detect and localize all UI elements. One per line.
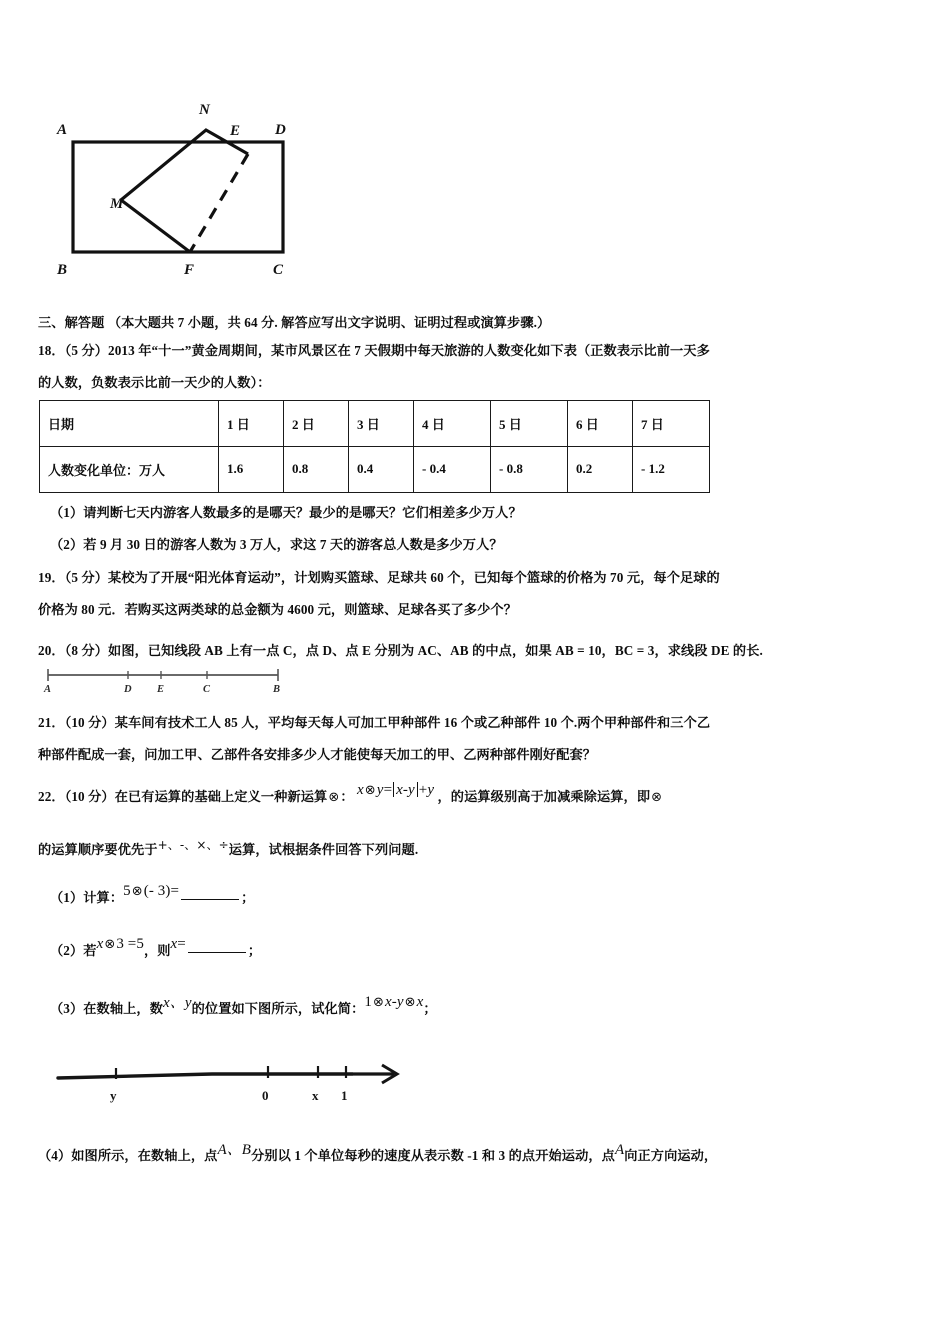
sub1-label: （1）计算： — [50, 890, 124, 905]
otimes-icon-intro: ⊗ — [328, 790, 340, 805]
table-cell-value-6: 0.2 — [568, 447, 633, 493]
table-cell-col-2: 2 日 — [284, 401, 349, 447]
arithmetic-operators: +、-、×、÷ — [157, 838, 229, 852]
sub2-answer-equals: = — [177, 936, 186, 952]
sub3-operand-1: 1 — [364, 994, 372, 1010]
sub1-answer-blank[interactable] — [181, 899, 239, 900]
question-18-sub-1: （1）请判断七天内游客人数最多的是哪天？最少的是哪天？它们相差多少万人？ — [50, 505, 522, 520]
sub3-x-second: x — [416, 994, 424, 1010]
figure-label-n: N — [199, 102, 210, 118]
figure-rectangle-abcd-square-mnef — [38, 82, 338, 287]
formula-abs-y: y — [408, 782, 415, 798]
question-18-line-1: 18．（5 分）2013 年“十一”黄金周期间，某市风景区在 7 天假期中每天旅游的人数变化如下表（正数表示比前一天多 — [38, 343, 710, 358]
table-cell-col-5: 5 日 — [491, 401, 568, 447]
number-line-label-x: x — [312, 1088, 319, 1103]
question-21-line-2: 种部件配成一套，问加工甲、乙部件各安排多少人才能使每天加工的甲、乙两种部件刚好配套？ — [38, 747, 597, 762]
sub4-text-b: 分别以 1 个单位每秒的速度从表示数 -1 和 3 的点开始运动，点 — [251, 1148, 615, 1163]
question-22-sub-2 — [50, 936, 262, 963]
segment-label-d: D — [124, 684, 132, 695]
table-cell-col-6: 6 日 — [568, 401, 633, 447]
figure-label-c: C — [273, 262, 284, 278]
question-22-intro-b: ， — [437, 789, 451, 804]
table-cell-col-7: 7 日 — [633, 401, 710, 447]
table-cell-value-1: 1.6 — [219, 447, 284, 493]
question-22-line2-b: 运算，试根据条件回答下列问题. — [228, 842, 419, 857]
formula-x: x — [357, 782, 364, 798]
question-22-line-1 — [38, 782, 663, 809]
figure-label-f: F — [184, 262, 195, 278]
table-cell-row-value-label: 人数变化单位：万人 — [40, 447, 219, 493]
formula-abs-minus: - — [402, 782, 408, 798]
table-cell-col-4: 4 日 — [414, 401, 491, 447]
sub2-answer-blank[interactable] — [188, 952, 246, 953]
question-22-sub-4 — [38, 1142, 718, 1168]
sub3-label-a: （3）在数轴上，数 — [50, 1001, 163, 1016]
sub1-expression — [123, 883, 179, 898]
table-row-header — [40, 401, 710, 447]
sub1-equals: = — [170, 883, 180, 899]
table-cell-row-header-label: 日期 — [40, 401, 219, 447]
number-line-label-y: y — [110, 1088, 117, 1103]
question-19-line-2: 价格为 80 元．若购买这两类球的总金额为 4600 元，则篮球、足球各买了多少个？ — [38, 602, 517, 617]
question-22-line2-a: 的运算顺序要优先于 — [38, 842, 158, 857]
table-cell-value-3: 0.4 — [349, 447, 414, 493]
question-22-sub-3 — [50, 994, 437, 1021]
figure-segment-ab — [40, 666, 290, 700]
sub2-label: （2）若 — [50, 943, 97, 958]
formula-plus: + — [418, 782, 428, 798]
question-18-line-2: 的人数，负数表示比前一天少的人数）： — [38, 375, 271, 390]
sub3-x-first: x — [384, 994, 392, 1010]
sub2-answer-x: x — [170, 936, 178, 952]
sub2-three-equals-five: 3 =5 — [116, 936, 144, 952]
segment-ab-svg — [40, 666, 290, 700]
tourist-change-table — [39, 400, 710, 493]
sub4-point-a: A — [614, 1142, 625, 1158]
question-22-sub-1 — [50, 883, 255, 910]
number-line-svg — [52, 1052, 412, 1122]
table-cell-col-1: 1 日 — [219, 401, 284, 447]
figure-label-a: A — [57, 122, 68, 138]
table-row-values — [40, 447, 710, 493]
number-line-label-one: 1 — [341, 1088, 348, 1103]
figure-label-e: E — [230, 123, 241, 139]
figure-label-m: M — [110, 196, 124, 212]
question-18-sub-2: （2）若 9 月 30 日的游客人数为 3 万人，求这 7 天的游客总人数是多少万人？ — [50, 537, 503, 552]
number-line-label-zero: 0 — [262, 1088, 269, 1103]
formula-abs-x: x — [396, 782, 403, 798]
table-cell-col-3: 3 日 — [349, 401, 414, 447]
sub3-y: y — [396, 994, 404, 1010]
table-cell-value-5: - 0.8 — [491, 447, 568, 493]
table-cell-value-2: 0.8 — [284, 447, 349, 493]
rectangle-abcd-svg — [38, 82, 338, 287]
sub3-variables: x、y — [163, 995, 192, 1011]
segment-label-c: C — [203, 684, 211, 695]
formula-absolute-value — [393, 782, 418, 797]
table-cell-value-4: - 0.4 — [414, 447, 491, 493]
question-22-intro-c: 的运算级别高于加减乘除运算，即 — [450, 789, 651, 804]
sub3-minus: - — [391, 994, 397, 1010]
segment-label-b: B — [273, 684, 281, 695]
sub2-condition — [97, 936, 144, 951]
otimes-icon-sub3-a: ⊗ — [372, 995, 384, 1010]
sub4-points-ab: A、B — [217, 1142, 252, 1158]
formula-tail-y: y — [427, 782, 435, 798]
rectangle-abcd-outline — [73, 142, 283, 252]
sub4-text-a: （4）如图所示，在数轴上，点 — [38, 1148, 218, 1163]
segment-label-e: E — [157, 684, 165, 695]
sub2-semicolon: ； — [247, 943, 262, 958]
figure-label-d: D — [275, 122, 286, 138]
sub4-text-c: 向正方向运动， — [624, 1148, 718, 1163]
table-cell-value-7: - 1.2 — [633, 447, 710, 493]
sub2-mid: ，则 — [143, 943, 171, 958]
otimes-icon-sub1: ⊗ — [131, 884, 143, 899]
sub3-label-b: 的位置如下图所示，试化简： — [191, 1001, 365, 1016]
segment-label-a: A — [44, 684, 52, 695]
question-22-intro-a: 22．（10 分）在已有运算的基础上定义一种新运算 — [38, 789, 328, 804]
figure-number-line — [52, 1052, 412, 1122]
question-22-line-2 — [38, 840, 418, 859]
question-22-formula — [354, 782, 438, 797]
sub1-operand-neg3: (- 3) — [143, 883, 171, 899]
question-22-intro-colon: ： — [340, 789, 354, 804]
sub3-expression — [364, 994, 423, 1009]
sub1-operand-5: 5 — [123, 883, 131, 899]
section-heading: 三、解答题 （本大题共 7 小题，共 64 分. 解答应写出文字说明、证明过程或演算步骤.） — [38, 315, 551, 330]
figure-label-b: B — [57, 262, 68, 278]
sub1-semicolon: ； — [241, 890, 255, 905]
sub2-x-equals — [171, 936, 186, 951]
formula-y: y — [376, 782, 384, 798]
sub3-semicolon: ； — [423, 1001, 437, 1016]
question-21-line-1: 21．（10 分）某车间有技术工人 85 人，平均每天每人可加工甲种部件 16 个或乙种部件 10 个.两个甲种部件和三个乙 — [38, 715, 711, 730]
question-19-line-1: 19．（5 分）某校为了开展“阳光体育运动”，计划购买篮球、足球共 60 个，已知每个篮球的价格为 70 元，每个足球的 — [38, 570, 720, 585]
sub2-x: x — [96, 936, 104, 952]
otimes-icon-sub2: ⊗ — [104, 937, 116, 952]
formula-equals: = — [383, 782, 393, 798]
question-20-line-1: 20．（8 分）如图，已知线段 AB 上有一点 C，点 D、点 E 分别为 AC、AB 的中点，如果 AB = 10，BC = 3，求线段 DE 的长. — [38, 643, 763, 658]
otimes-icon-intro-tail: ⊗ — [651, 790, 663, 805]
number-line-axis — [58, 1074, 352, 1078]
otimes-icon-sub3-b: ⊗ — [404, 995, 416, 1010]
otimes-icon-formula: ⊗ — [364, 783, 376, 798]
